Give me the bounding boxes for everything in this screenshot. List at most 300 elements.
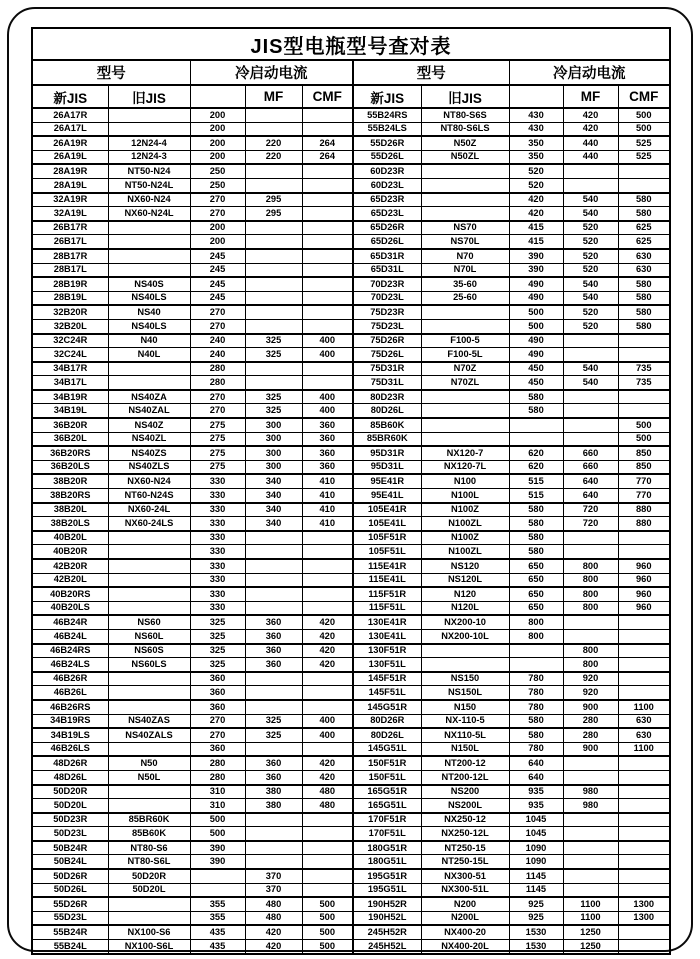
cell-old-jis-left: NX60-N24L — [108, 207, 190, 221]
cell-old-jis-right: F100-5 — [421, 334, 509, 348]
cell-mf-left — [245, 108, 302, 122]
cell-mf-left: 360 — [245, 615, 302, 629]
cell-old-jis-left — [108, 108, 190, 122]
cell-cca-left: 280 — [190, 362, 245, 376]
cell-cmf-right — [618, 855, 670, 869]
cell-new-jis-left: 36B20LS — [32, 460, 108, 474]
cell-cca-right: 515 — [509, 474, 563, 488]
cell-cmf-left: 410 — [302, 474, 353, 488]
cell-cca-right — [509, 658, 563, 672]
cell-old-jis-left: 50D20L — [108, 883, 190, 897]
cell-mf-left: 360 — [245, 629, 302, 643]
cell-old-jis-left — [108, 799, 190, 813]
cell-new-jis-left: 34B19RS — [32, 714, 108, 728]
table-row — [32, 517, 670, 531]
cell-cmf-left: 400 — [302, 728, 353, 742]
cell-mf-left — [245, 545, 302, 559]
cell-new-jis-right: 80D26L — [353, 728, 421, 742]
cell-mf-left: 220 — [245, 136, 302, 150]
cell-cca-left: 360 — [190, 742, 245, 756]
cell-new-jis-left: 28B17R — [32, 249, 108, 263]
cell-new-jis-right: 145G51R — [353, 700, 421, 714]
cell-old-jis-left: NS40ZA — [108, 390, 190, 404]
cell-cmf-left — [302, 672, 353, 686]
cell-cca-left: 330 — [190, 559, 245, 573]
col-header-old-jis-left: 旧JIS — [108, 85, 190, 108]
table-row — [32, 362, 670, 376]
cell-cca-right: 420 — [509, 193, 563, 207]
cell-old-jis-left: NS40LS — [108, 291, 190, 305]
cell-cca-left: 435 — [190, 925, 245, 939]
cell-cca-right: 1045 — [509, 813, 563, 827]
table-row — [32, 615, 670, 629]
cell-mf-right — [563, 756, 618, 770]
column-header-row — [32, 85, 670, 108]
table-row — [32, 601, 670, 615]
cell-cca-left: 360 — [190, 672, 245, 686]
cell-cmf-left: 500 — [302, 911, 353, 925]
cell-mf-left: 300 — [245, 432, 302, 446]
cell-cca-right: 780 — [509, 672, 563, 686]
cell-mf-right — [563, 164, 618, 178]
cell-new-jis-left: 26A17R — [32, 108, 108, 122]
cell-new-jis-right: 75D26L — [353, 348, 421, 362]
cell-mf-right: 1100 — [563, 911, 618, 925]
cell-cca-right: 1145 — [509, 869, 563, 883]
cell-mf-right: 540 — [563, 291, 618, 305]
cell-cca-right: 580 — [509, 390, 563, 404]
table-row — [32, 855, 670, 869]
cell-new-jis-left: 40B20L — [32, 531, 108, 545]
cell-cca-left: 355 — [190, 897, 245, 911]
cell-old-jis-right: N120L — [421, 601, 509, 615]
cell-mf-left — [245, 827, 302, 841]
cell-old-jis-right: NS150L — [421, 686, 509, 700]
table-row — [32, 686, 670, 700]
cell-mf-right: 520 — [563, 263, 618, 277]
cell-cmf-right: 735 — [618, 376, 670, 390]
cell-mf-left: 220 — [245, 150, 302, 164]
cell-cca-left: 325 — [190, 629, 245, 643]
cell-cmf-left — [302, 573, 353, 587]
cell-mf-left — [245, 813, 302, 827]
cell-new-jis-left: 46B26RS — [32, 700, 108, 714]
cell-old-jis-left — [108, 601, 190, 615]
cell-new-jis-right: 105F51R — [353, 531, 421, 545]
cell-cmf-left — [302, 221, 353, 235]
cell-cmf-right: 960 — [618, 601, 670, 615]
cell-cca-right: 350 — [509, 150, 563, 164]
cell-cca-right: 520 — [509, 164, 563, 178]
cell-old-jis-right: NX400-20 — [421, 925, 509, 939]
cell-old-jis-left: NX60-N24 — [108, 474, 190, 488]
cell-mf-left: 325 — [245, 714, 302, 728]
cell-old-jis-left — [108, 672, 190, 686]
cell-cca-right — [509, 432, 563, 446]
cell-cca-left: 200 — [190, 136, 245, 150]
cell-new-jis-right: 65D26R — [353, 221, 421, 235]
cell-old-jis-left: N50L — [108, 770, 190, 784]
cell-new-jis-right: 65D23L — [353, 207, 421, 221]
cell-old-jis-right — [421, 193, 509, 207]
cell-old-jis-right: NT200-12 — [421, 756, 509, 770]
cell-mf-right: 540 — [563, 362, 618, 376]
cell-cmf-right: 580 — [618, 207, 670, 221]
cell-old-jis-right: NT80-S6LS — [421, 122, 509, 136]
cell-new-jis-right: 115F51L — [353, 601, 421, 615]
cell-new-jis-right: 85BR60K — [353, 432, 421, 446]
cell-cmf-left: 360 — [302, 432, 353, 446]
cell-new-jis-right: 180G51L — [353, 855, 421, 869]
cell-mf-right: 800 — [563, 644, 618, 658]
cell-cmf-right — [618, 658, 670, 672]
cell-cca-right: 420 — [509, 207, 563, 221]
cell-cmf-right: 960 — [618, 587, 670, 601]
cell-cmf-left — [302, 841, 353, 855]
cell-new-jis-left: 26B17L — [32, 235, 108, 249]
cell-mf-right: 440 — [563, 136, 618, 150]
cell-cca-right: 490 — [509, 291, 563, 305]
cell-new-jis-left: 38B20RS — [32, 489, 108, 503]
cell-new-jis-left: 55B24L — [32, 940, 108, 954]
cell-new-jis-left: 26B17R — [32, 221, 108, 235]
cell-mf-left — [245, 686, 302, 700]
cell-cmf-left: 480 — [302, 799, 353, 813]
cell-old-jis-left — [108, 742, 190, 756]
cell-cca-right: 650 — [509, 559, 563, 573]
cell-new-jis-left: 34B17L — [32, 376, 108, 390]
table-row — [32, 489, 670, 503]
cell-mf-left: 325 — [245, 390, 302, 404]
cell-cmf-left: 264 — [302, 150, 353, 164]
table-row — [32, 277, 670, 291]
col-header-cmf-right: CMF — [618, 85, 670, 108]
cell-old-jis-right: NX120-7L — [421, 460, 509, 474]
cell-cca-right: 780 — [509, 700, 563, 714]
cell-cmf-right — [618, 799, 670, 813]
cell-old-jis-right: N200 — [421, 897, 509, 911]
cell-old-jis-left: NX60-N24 — [108, 193, 190, 207]
cell-old-jis-left: N50 — [108, 756, 190, 770]
cell-new-jis-left: 26A19L — [32, 150, 108, 164]
cell-old-jis-right — [421, 178, 509, 192]
cell-mf-left: 370 — [245, 883, 302, 897]
cell-cmf-right — [618, 686, 670, 700]
cell-cca-right — [509, 418, 563, 432]
cell-old-jis-right: N100L — [421, 489, 509, 503]
cell-old-jis-right: N50Z — [421, 136, 509, 150]
cell-cmf-right: 500 — [618, 108, 670, 122]
cell-new-jis-right: 65D23R — [353, 193, 421, 207]
cell-mf-left — [245, 249, 302, 263]
cell-old-jis-left — [108, 235, 190, 249]
cell-cca-right: 450 — [509, 362, 563, 376]
cell-mf-left — [245, 531, 302, 545]
table-row — [32, 193, 670, 207]
col-header-cmf-left: CMF — [302, 85, 353, 108]
cell-mf-left — [245, 291, 302, 305]
cell-cca-left: 245 — [190, 263, 245, 277]
cell-new-jis-right: 130F51R — [353, 644, 421, 658]
cell-mf-right — [563, 545, 618, 559]
cell-new-jis-left: 46B24RS — [32, 644, 108, 658]
cell-old-jis-left — [108, 531, 190, 545]
cell-mf-right: 800 — [563, 573, 618, 587]
cell-old-jis-left — [108, 897, 190, 911]
cell-old-jis-left — [108, 122, 190, 136]
cell-new-jis-left: 40B20RS — [32, 587, 108, 601]
cell-cca-left: 275 — [190, 432, 245, 446]
cell-cca-right: 780 — [509, 686, 563, 700]
cell-cca-left: 390 — [190, 855, 245, 869]
table-row — [32, 390, 670, 404]
cell-cmf-left: 420 — [302, 615, 353, 629]
cell-cca-right: 430 — [509, 108, 563, 122]
cell-cca-left: 390 — [190, 841, 245, 855]
cell-mf-right — [563, 404, 618, 418]
cell-new-jis-right: 55B24LS — [353, 122, 421, 136]
cell-mf-left: 300 — [245, 460, 302, 474]
cell-new-jis-right: 75D23R — [353, 305, 421, 319]
table-row — [32, 883, 670, 897]
cell-cca-right: 490 — [509, 334, 563, 348]
cell-cmf-right — [618, 841, 670, 855]
cell-cmf-left — [302, 178, 353, 192]
cell-old-jis-right: N100Z — [421, 531, 509, 545]
cell-cmf-left: 500 — [302, 897, 353, 911]
cell-cmf-left — [302, 207, 353, 221]
cell-old-jis-left: NS40ZL — [108, 432, 190, 446]
cell-old-jis-left — [108, 700, 190, 714]
cell-mf-right: 420 — [563, 108, 618, 122]
cell-mf-right: 540 — [563, 277, 618, 291]
table-row — [32, 573, 670, 587]
cell-cmf-left: 360 — [302, 446, 353, 460]
col-header-std-left — [190, 85, 245, 108]
cell-mf-right: 640 — [563, 489, 618, 503]
table-row — [32, 263, 670, 277]
cell-cmf-left: 410 — [302, 517, 353, 531]
cell-cmf-left — [302, 531, 353, 545]
cell-mf-left — [245, 178, 302, 192]
cell-cca-right: 800 — [509, 629, 563, 643]
cell-mf-left: 295 — [245, 207, 302, 221]
cell-old-jis-right: F100-5L — [421, 348, 509, 362]
cell-cmf-left — [302, 263, 353, 277]
cell-new-jis-right: 65D26L — [353, 235, 421, 249]
cell-mf-left: 325 — [245, 404, 302, 418]
cell-new-jis-right: 245H52L — [353, 940, 421, 954]
cell-old-jis-right: N150L — [421, 742, 509, 756]
cell-cca-right: 520 — [509, 178, 563, 192]
cell-cca-left: 250 — [190, 164, 245, 178]
cell-old-jis-left — [108, 686, 190, 700]
cell-cca-right: 580 — [509, 531, 563, 545]
table-row — [32, 629, 670, 643]
cell-new-jis-right: 190H52R — [353, 897, 421, 911]
cell-mf-right — [563, 334, 618, 348]
cell-cca-left: 200 — [190, 122, 245, 136]
cell-old-jis-right — [421, 644, 509, 658]
cell-cmf-right: 1100 — [618, 742, 670, 756]
cell-mf-left: 480 — [245, 911, 302, 925]
cell-cca-right: 430 — [509, 122, 563, 136]
cell-new-jis-left: 55B24R — [32, 925, 108, 939]
table-row — [32, 742, 670, 756]
cell-cca-left: 200 — [190, 235, 245, 249]
cell-old-jis-right: NX110-5L — [421, 728, 509, 742]
cell-old-jis-right — [421, 207, 509, 221]
cell-cca-right: 390 — [509, 263, 563, 277]
cell-mf-left: 380 — [245, 799, 302, 813]
cell-cmf-left — [302, 249, 353, 263]
cell-new-jis-right: 145G51L — [353, 742, 421, 756]
cell-new-jis-right: 245H52R — [353, 925, 421, 939]
table-row — [32, 756, 670, 770]
cell-cca-right: 490 — [509, 348, 563, 362]
cell-cca-right: 390 — [509, 249, 563, 263]
cell-cca-left: 270 — [190, 390, 245, 404]
cell-cca-left: 280 — [190, 770, 245, 784]
cell-cmf-right: 630 — [618, 714, 670, 728]
cell-mf-right: 660 — [563, 446, 618, 460]
cell-new-jis-right: 70D23L — [353, 291, 421, 305]
table-row — [32, 785, 670, 799]
cell-mf-left: 340 — [245, 489, 302, 503]
cell-cmf-right — [618, 531, 670, 545]
cell-mf-left — [245, 587, 302, 601]
cell-cmf-right — [618, 644, 670, 658]
cell-old-jis-left — [108, 785, 190, 799]
cell-cca-right: 580 — [509, 728, 563, 742]
cell-new-jis-right: 60D23R — [353, 164, 421, 178]
cell-mf-right: 420 — [563, 122, 618, 136]
table-row — [32, 249, 670, 263]
cell-cmf-right: 630 — [618, 728, 670, 742]
cell-old-jis-right: 25-60 — [421, 291, 509, 305]
cell-mf-right — [563, 418, 618, 432]
cell-cmf-right: 630 — [618, 263, 670, 277]
cell-mf-right: 900 — [563, 742, 618, 756]
cell-old-jis-right: NX250-12 — [421, 813, 509, 827]
table-row — [32, 178, 670, 192]
cell-new-jis-right: 115E41L — [353, 573, 421, 587]
cell-old-jis-right: N70Z — [421, 362, 509, 376]
cell-cca-right: 650 — [509, 573, 563, 587]
cell-old-jis-right: N70 — [421, 249, 509, 263]
cell-new-jis-left: 32C24L — [32, 348, 108, 362]
cell-cca-left: 435 — [190, 940, 245, 954]
cell-cca-left: 245 — [190, 249, 245, 263]
cell-old-jis-right: N150 — [421, 700, 509, 714]
cell-old-jis-right: NT80-S6S — [421, 108, 509, 122]
page-title: JIS型电瓶型号查对表 — [32, 28, 670, 60]
cell-new-jis-left: 50D26L — [32, 883, 108, 897]
cell-old-jis-right: NX200-10 — [421, 615, 509, 629]
cell-cmf-right: 850 — [618, 446, 670, 460]
cca-group-header-right: 冷启动电流 — [509, 60, 670, 85]
table-row — [32, 460, 670, 474]
cell-new-jis-right: 150F51R — [353, 756, 421, 770]
cell-cca-left: 250 — [190, 178, 245, 192]
cell-cmf-right — [618, 883, 670, 897]
table-row — [32, 305, 670, 319]
cell-new-jis-left: 48D26R — [32, 756, 108, 770]
cell-old-jis-right — [421, 305, 509, 319]
cell-cmf-left — [302, 235, 353, 249]
cell-new-jis-left: 36B20L — [32, 432, 108, 446]
cell-new-jis-right: 165G51R — [353, 785, 421, 799]
col-header-std-right — [509, 85, 563, 108]
cell-cca-right: 580 — [509, 503, 563, 517]
cell-cmf-left — [302, 545, 353, 559]
cell-new-jis-left: 28A19R — [32, 164, 108, 178]
cell-new-jis-right: 75D31R — [353, 362, 421, 376]
cell-mf-right: 280 — [563, 728, 618, 742]
cell-cmf-left: 400 — [302, 714, 353, 728]
cell-old-jis-left: NT50-N24 — [108, 164, 190, 178]
cell-mf-left: 420 — [245, 940, 302, 954]
table-row — [32, 714, 670, 728]
cell-old-jis-right — [421, 404, 509, 418]
cell-mf-right — [563, 615, 618, 629]
cell-cca-left: 270 — [190, 714, 245, 728]
cell-old-jis-right: 35-60 — [421, 277, 509, 291]
cell-new-jis-left: 55D26R — [32, 897, 108, 911]
cell-cca-right: 415 — [509, 235, 563, 249]
cell-new-jis-right: 80D26R — [353, 714, 421, 728]
cell-mf-left: 295 — [245, 193, 302, 207]
cell-new-jis-right: 145F51L — [353, 686, 421, 700]
cell-cmf-right — [618, 615, 670, 629]
cell-cmf-right: 525 — [618, 136, 670, 150]
cell-mf-right — [563, 432, 618, 446]
cell-cca-left: 500 — [190, 813, 245, 827]
cell-old-jis-right: N50ZL — [421, 150, 509, 164]
cell-new-jis-right: 115F51R — [353, 587, 421, 601]
cell-old-jis-left — [108, 911, 190, 925]
cell-cmf-right: 960 — [618, 559, 670, 573]
cell-mf-left — [245, 122, 302, 136]
cell-new-jis-left: 36B20RS — [32, 446, 108, 460]
table-row — [32, 136, 670, 150]
cell-old-jis-right: NX400-20L — [421, 940, 509, 954]
cell-new-jis-right: 105E41L — [353, 517, 421, 531]
table-row — [32, 658, 670, 672]
cell-old-jis-right: NX300-51L — [421, 883, 509, 897]
cell-cmf-left — [302, 559, 353, 573]
cell-mf-right — [563, 770, 618, 784]
table-row — [32, 925, 670, 939]
cell-cca-right: 650 — [509, 601, 563, 615]
cell-old-jis-left: NT50-N24L — [108, 178, 190, 192]
cell-old-jis-left — [108, 376, 190, 390]
cell-cmf-right — [618, 756, 670, 770]
cell-new-jis-left: 34B17R — [32, 362, 108, 376]
cell-new-jis-left: 40B20LS — [32, 601, 108, 615]
battery-model-table-wrap — [31, 27, 669, 955]
cell-cmf-right: 1300 — [618, 911, 670, 925]
cell-cmf-right: 580 — [618, 305, 670, 319]
cell-cmf-left: 480 — [302, 785, 353, 799]
cell-cca-left: 360 — [190, 700, 245, 714]
cell-new-jis-left: 46B26L — [32, 686, 108, 700]
cell-cca-left: 325 — [190, 644, 245, 658]
cell-new-jis-left: 38B20LS — [32, 517, 108, 531]
cell-cmf-right: 770 — [618, 474, 670, 488]
cell-cmf-right: 735 — [618, 362, 670, 376]
table-row — [32, 813, 670, 827]
